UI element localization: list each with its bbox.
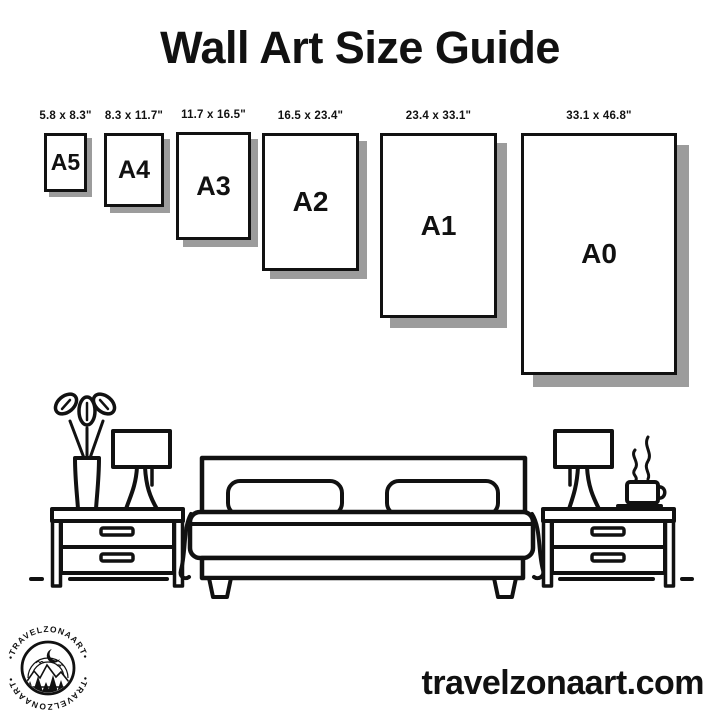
drawer-handle (101, 528, 133, 535)
size-frame-a5 (44, 133, 87, 192)
drawer-handle (592, 554, 624, 561)
size-dimension-label: 16.5 x 23.4" (277, 110, 344, 122)
website-url: travelzonaart.com (421, 664, 704, 702)
size-frame-a2 (262, 133, 359, 271)
drawer-handle (592, 528, 624, 535)
size-name-label: A1 (420, 209, 457, 241)
bed-leg (494, 578, 516, 597)
size-frame-a1 (380, 133, 497, 318)
brand-logo (0, 621, 96, 717)
size-frame-a4 (104, 133, 164, 207)
bedroom-illustration (0, 385, 720, 605)
size-dimension-label: 5.8 x 8.3" (39, 110, 92, 122)
size-dimension-label: 11.7 x 16.5" (181, 109, 246, 121)
size-box-a3 (176, 109, 251, 240)
size-name-label: A2 (292, 186, 329, 217)
size-frame-a0 (521, 133, 677, 375)
size-name-label: A3 (196, 170, 231, 201)
size-dimension-label: 8.3 x 11.7" (104, 110, 164, 122)
size-box-a0 (521, 110, 677, 375)
size-name-label: A0 (581, 238, 617, 269)
double-bed-icon (181, 458, 544, 597)
table-lamp-left-icon (113, 431, 170, 509)
bed-leg (209, 578, 231, 597)
drawer-handle (101, 554, 133, 561)
logo-arc-text-bottom: •TRAVELZONAART• (5, 675, 91, 713)
coffee-cup-icon (618, 437, 665, 506)
nightstand-right-icon (543, 509, 674, 586)
size-frame-a3 (176, 132, 251, 240)
steam (634, 450, 637, 480)
size-name-label: A4 (118, 155, 150, 184)
size-dimension-label: 33.1 x 46.8" (566, 110, 632, 122)
table-lamp-right-icon (555, 431, 612, 509)
nightstand-left-icon (52, 509, 183, 586)
size-box-a1 (380, 110, 497, 318)
size-name-label: A5 (50, 149, 81, 175)
steam (646, 437, 649, 479)
size-box-a5 (39, 110, 92, 192)
logo-arc-text-top: •TRAVELZONAART• (5, 623, 91, 661)
size-box-a2 (262, 110, 359, 271)
vase-plant-icon (52, 390, 119, 509)
page-title: Wall Art Size Guide (160, 22, 560, 73)
size-box-a4 (104, 110, 164, 207)
size-dimension-label: 23.4 x 33.1" (405, 110, 472, 122)
